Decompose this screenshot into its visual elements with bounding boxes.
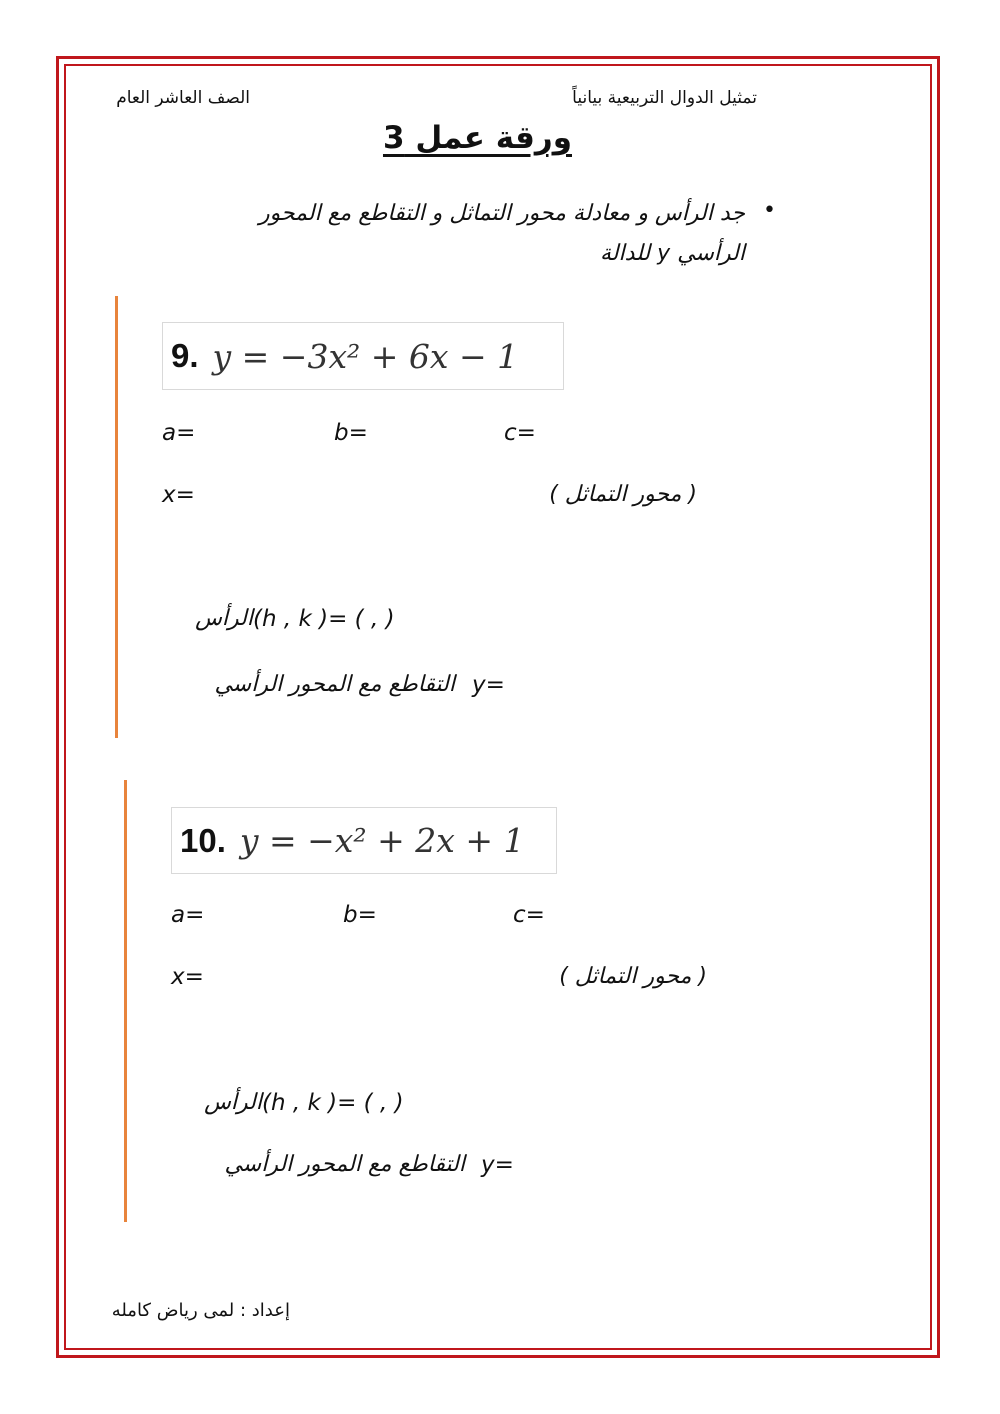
instruction-line-1: جد الرأس و معادلة محور التماثل و التقاطع مع المحور [258,201,745,226]
problem-10-accent-line [124,780,127,1222]
problem-10-vertex-expr: (h , k )= ( , ) [262,1090,404,1116]
page-title: ورقة عمل 3 [382,120,572,156]
bullet-icon: • [763,198,776,223]
problem-9-vertex-ar: الرأس [195,606,253,631]
problem-9-b-label: b= [334,420,368,446]
problem-9-a-label: a= [162,420,196,446]
problem-9-x-label: x= [162,482,195,508]
problem-10-equation-box [171,807,557,874]
problem-9-equation-box [162,322,564,390]
problem-10-axis-of-symmetry: ( محور التماثل ) [559,964,707,989]
problem-10-y-intercept-ar: التقاطع مع المحور الرأسي [224,1152,465,1177]
problem-9-accent-line [115,296,118,738]
problem-9-equation: y = −3x² + 6x − 1 [212,336,519,376]
problem-10-y-label: y= [481,1152,514,1178]
problem-10-x-label: x= [171,964,204,990]
problem-10-number: 10. [180,821,226,859]
problem-10-b-label: b= [343,902,377,928]
problem-9-vertex-expr: (h , k )= ( , ) [253,606,395,632]
problem-9-y-intercept-ar: التقاطع مع المحور الرأسي [214,672,455,697]
problem-9-y-label: y= [472,672,505,698]
author-credit: إعداد : لمى رياض كامله [111,1300,290,1321]
problem-9-number: 9. [171,337,199,374]
problem-10-c-label: c= [513,902,545,928]
problem-10-a-label: a= [171,902,205,928]
problem-10-equation: y = −x² + 2x + 1 [239,821,525,860]
grade-label: الصف العاشر العام [116,88,250,108]
instruction-line-2: الرأسي y للدالة [599,241,745,266]
problem-10-vertex-ar: الرأس [204,1090,262,1115]
problem-9-axis-of-symmetry: ( محور التماثل ) [549,482,697,507]
topic-label: تمثيل الدوال التربيعية بيانياً [572,88,757,108]
problem-9-c-label: c= [504,420,536,446]
